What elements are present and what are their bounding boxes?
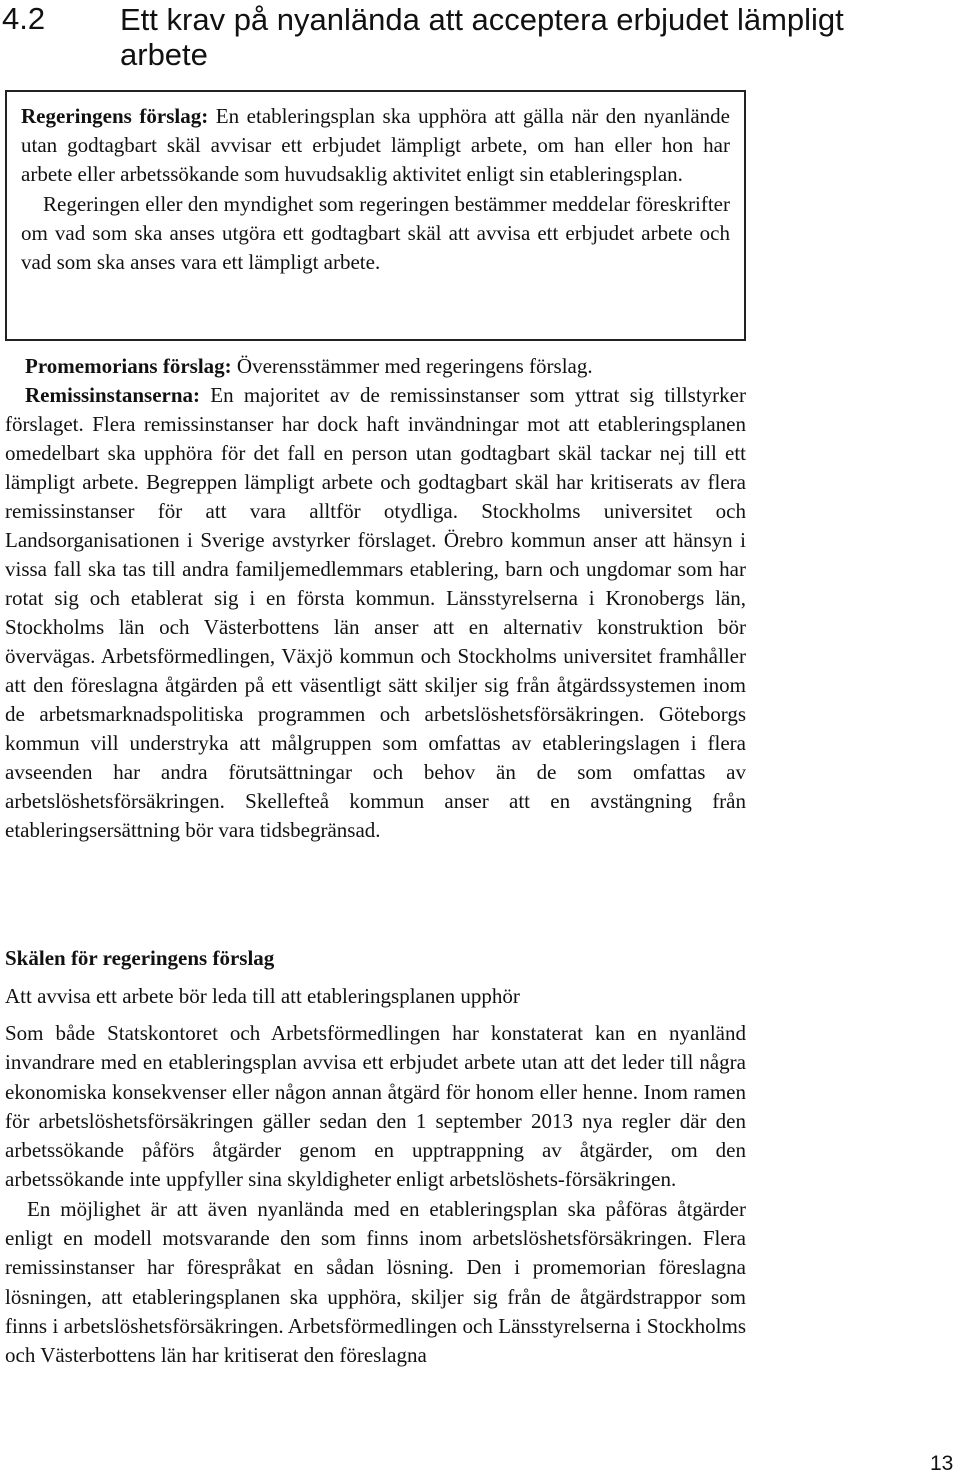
- reasons-paragraph-1: Som både Statskontoret och Arbetsförmedlingen har konstaterat kan en nyanländ invandrare med en etableringsplan avvisa ett erbjudet arbete utan att det leder till några ekonomiska konsekvenser eller någon annan åtgärd för honom eller henne. Inom ramen för arbetslöshetsförsäkringen gäller sedan den 1 september 2013 nya regler där den arbetssökande påförs åtgärder genom en upptrappning av åtgärder, om den arbetssökande inte uppfyller sina skyldigheter enligt arbetslöshets-försäkringen.: [5, 1021, 746, 1192]
- reasons-paragraph-2: En möjlighet är att även nyanlända med en etableringsplan ska påföras åtgärder enligt en modell motsvarande den som finns inom arbetslöshetsförsäkringen. Flera remissinstanser har förespråkat en sådan lösning. Den i promemorian föreslagna lösningen, att etableringsplanen ska upphöra, skiljer sig från de åtgärdstrappor som finns i arbetslöshetsförsäkringen. Arbetsförmedlingen och Länsstyrelserna i Stockholms och Västerbottens län har kritiserat den föreslagna: [5, 1196, 746, 1368]
- section-number: 4.2: [2, 1, 46, 36]
- reasons-subheading: Att avvisa ett arbete bör leda till att etableringsplanen upphör: [5, 984, 520, 1008]
- page-number: 13: [930, 1452, 954, 1475]
- proposal-label: Regeringens förslag:: [21, 104, 209, 128]
- consultation-section: [5, 352, 746, 845]
- promemoria-paragraph: [5, 352, 746, 381]
- reasons-body: [5, 1019, 746, 1371]
- proposal-text-1: En etableringsplan ska upphöra att gälla när den nyanlände utan godtagbart skäl avvisar ett erbjudet lämpligt arbete, om han eller hon har arbete eller arbetssökande som huvudsaklig aktivitet enligt sin etableringsplan.: [21, 104, 730, 187]
- proposal-paragraph-2: Regeringen eller den myndighet som regeringen bestämmer meddelar föreskrifter om vad som ska anses utgöra ett godtagbart skäl att avvisa ett erbjudet arbete och vad som ska anses vara ett lämpligt arbete.: [21, 191, 730, 275]
- remiss-label: Remissinstanserna:: [25, 383, 201, 407]
- section-heading: [0, 0, 960, 80]
- reasons-heading: Skälen för regeringens förslag: [5, 946, 275, 970]
- remiss-text: En majoritet av de remissinstanser som yttrat sig tillstyrker förslaget. Flera remissinstanser har dock haft invändningar mot att etableringsplanen omedelbart ska upphöra för det fall en person utan godtagbart skäl tackar nej till ett lämpligt arbete. Begreppen lämpligt arbete och godtagbart skäl har kritiserats av flera remissinstanser för att vara alltför otydliga. Stockholms universitet och Landsorganisationen i Sverige avstyrker förslaget. Örebro kommun anser att hänsyn i vissa fall ska tas till andra familjemedlemmars etablering, barn och ungdomar som har rotat sig och etablerat sig i en första kommun. Länsstyrelserna i Kronobergs län, Stockholms län och Västerbottens län anser att en alternativ konstruktion bör övervägas. Arbetsförmedlingen, Växjö kommun och Stockholms universitet framhåller att den föreslagna åtgärden på ett väsentligt sätt skiljer sig från åtgärdssystemen inom de arbetsmarknadspolitiska programmen och arbetslöshetsförsäkringen. Göteborgs kommun vill understryka att målgruppen som omfattas av etableringslagen i flera avseenden har andra förutsättningar och behov än de som omfattas av arbetslöshetsförsäkringen. Skellefteå kommun anser att en avstängning från etableringsersättning bör vara tidsbegränsad.: [5, 383, 746, 842]
- promemoria-text: Överensstämmer med regeringens förslag.: [231, 354, 593, 378]
- remiss-paragraph: [5, 381, 746, 845]
- section-title: Ett krav på nyanlända att acceptera erbjudet lämpligt arbete: [120, 2, 844, 72]
- proposal-paragraph-1: [21, 102, 730, 190]
- proposal-box: [5, 90, 746, 341]
- promemoria-label: Promemorians förslag:: [25, 354, 232, 378]
